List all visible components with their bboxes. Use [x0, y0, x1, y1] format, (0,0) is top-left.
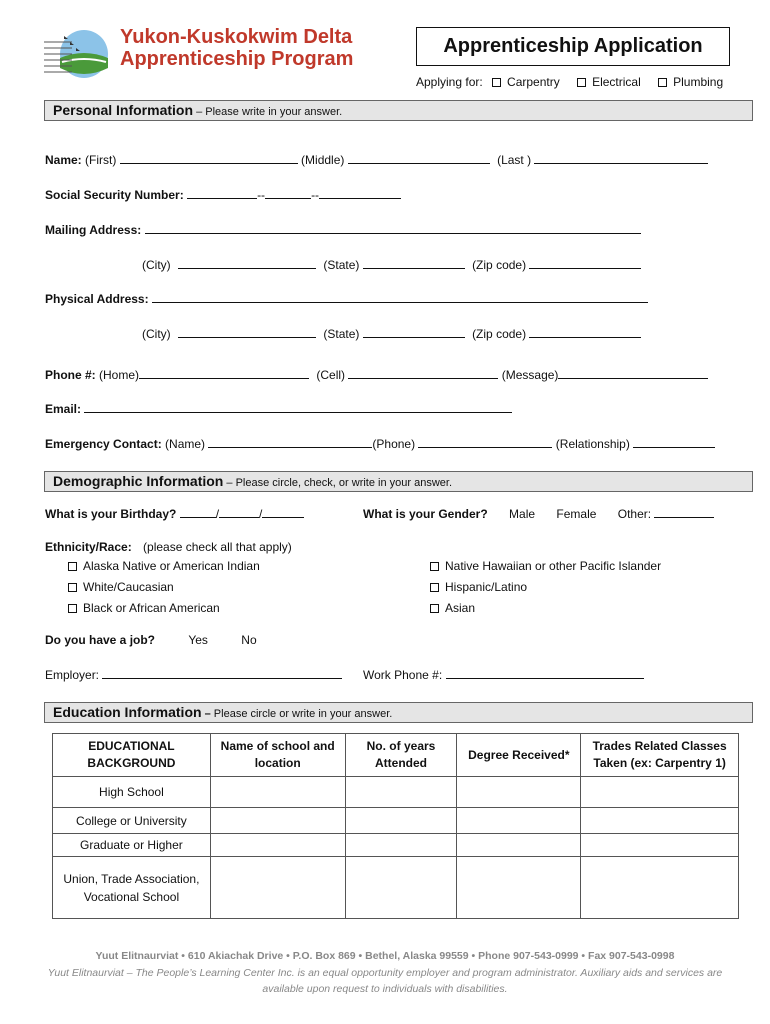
birthday-year-field[interactable]	[262, 506, 304, 518]
row-label-graduate: Graduate or Higher	[53, 834, 211, 857]
ethnicity-label: Ethnicity/Race:	[45, 540, 132, 554]
mailing-city-label: (City)	[142, 258, 171, 272]
column-header-degree-received: Degree Received*	[457, 734, 581, 777]
gender-row	[363, 506, 714, 521]
table-cell[interactable]	[581, 777, 739, 808]
work-phone-label: Work Phone #:	[363, 668, 443, 682]
program-logo	[42, 28, 114, 80]
ssn-separator-2: --	[311, 188, 320, 202]
column-header-trades-classes: Trades Related Classes Taken (ex: Carpentry 1)	[581, 734, 739, 777]
alaska-native-label: Alaska Native or American Indian	[83, 559, 260, 573]
emergency-name-field[interactable]	[208, 436, 372, 448]
white-label: White/Caucasian	[83, 580, 174, 594]
table-cell[interactable]	[457, 777, 581, 808]
emergency-contact-label: Emergency Contact:	[45, 437, 162, 451]
physical-address-label: Physical Address:	[45, 292, 149, 306]
table-cell[interactable]	[210, 857, 345, 919]
middle-name-label: (Middle)	[301, 153, 345, 167]
education-info-note: Please circle or write in your answer.	[213, 708, 393, 720]
phone-label: Phone #:	[45, 368, 96, 382]
birthday-label: What is your Birthday?	[45, 507, 177, 521]
row-label-union-trade: Union, Trade Association, Vocational School	[53, 857, 211, 919]
hispanic-checkbox[interactable]	[430, 583, 439, 592]
table-cell[interactable]	[581, 808, 739, 834]
message-phone-field[interactable]	[558, 367, 708, 379]
ethnicity-option-hispanic[interactable]	[430, 580, 527, 594]
table-cell[interactable]	[345, 857, 457, 919]
emergency-phone-field[interactable]	[418, 436, 552, 448]
name-label: Name:	[45, 153, 82, 167]
row-label-college: College or University	[53, 808, 211, 834]
physical-state-field[interactable]	[363, 326, 465, 338]
mailing-state-label: (State)	[323, 258, 360, 272]
job-row	[45, 633, 257, 647]
education-table-header	[53, 734, 739, 777]
carpentry-checkbox[interactable]	[492, 78, 501, 87]
column-header-educational-background: EDUCATIONAL BACKGROUND	[53, 734, 211, 777]
mailing-city-field[interactable]	[178, 257, 316, 269]
ssn-part2-field[interactable]	[265, 187, 311, 199]
education-info-dash: –	[201, 708, 214, 720]
physical-city-label: (City)	[142, 327, 171, 341]
table-cell[interactable]	[210, 777, 345, 808]
physical-address-field[interactable]	[152, 291, 648, 303]
personal-info-heading: Personal Information	[53, 102, 194, 118]
org-name-line1: Yukon-Kuskokwim Delta	[120, 26, 353, 48]
hispanic-label: Hispanic/Latino	[445, 580, 528, 594]
mailing-zip-field[interactable]	[529, 257, 641, 269]
cell-phone-field[interactable]	[348, 367, 498, 379]
job-no-option[interactable]: No	[241, 633, 257, 647]
table-cell[interactable]	[210, 808, 345, 834]
mailing-zip-label: (Zip code)	[472, 258, 527, 272]
footer-address: Yuut Elitnaurviat • 610 Akiachak Drive • P.O. Box 869 • Bethel, Alaska 99559 • Phone 907-543-0999 • Fax 907-543-0998	[95, 950, 675, 962]
ethnicity-option-native-hawaiian[interactable]	[430, 559, 661, 573]
employer-row	[45, 667, 342, 682]
ssn-separator-1: --	[257, 188, 266, 202]
email-row	[45, 401, 512, 416]
column-header-school-name: Name of school and location	[210, 734, 345, 777]
message-phone-label: (Message)	[501, 368, 559, 382]
emergency-contact-row	[45, 436, 715, 451]
work-phone-field[interactable]	[446, 667, 644, 679]
gender-male-option[interactable]: Male	[509, 507, 536, 521]
table-cell[interactable]	[457, 857, 581, 919]
demographic-info-note: – Please circle, check, or write in your answer.	[223, 477, 453, 489]
black-label: Black or African American	[83, 601, 220, 615]
applying-for-row	[416, 75, 723, 89]
physical-city-row	[142, 326, 641, 341]
personal-info-note: – Please write in your answer.	[193, 106, 343, 118]
ssn-label: Social Security Number:	[45, 188, 184, 202]
mailing-address-label: Mailing Address:	[45, 223, 142, 237]
home-phone-field[interactable]	[139, 367, 309, 379]
work-phone-row	[363, 667, 644, 682]
white-checkbox[interactable]	[68, 583, 77, 592]
carpentry-label: Carpentry	[507, 75, 560, 89]
asian-checkbox[interactable]	[430, 604, 439, 613]
email-field[interactable]	[84, 401, 512, 413]
name-row	[45, 152, 708, 167]
table-cell[interactable]	[581, 834, 739, 857]
alaska-native-checkbox[interactable]	[68, 562, 77, 571]
mailing-address-field[interactable]	[145, 222, 641, 234]
table-cell[interactable]	[345, 834, 457, 857]
first-name-field[interactable]	[120, 152, 298, 164]
physical-address-row	[45, 291, 648, 306]
form-title: Apprenticeship Application	[416, 27, 730, 66]
org-name-line2: Apprenticeship Program	[120, 48, 354, 70]
physical-zip-field[interactable]	[529, 326, 641, 338]
ethnicity-note: (please check all that apply)	[143, 540, 292, 554]
table-cell[interactable]	[457, 834, 581, 857]
relationship-field[interactable]	[633, 436, 715, 448]
ssn-part3-field[interactable]	[319, 187, 401, 199]
gender-female-option[interactable]: Female	[556, 507, 597, 521]
table-row	[53, 808, 739, 834]
asian-label: Asian	[445, 601, 476, 615]
relationship-label: (Relationship)	[555, 437, 630, 451]
ethnicity-option-alaska-native[interactable]	[68, 559, 260, 573]
demographic-info-header	[44, 471, 753, 492]
plumbing-label: Plumbing	[673, 75, 724, 89]
mailing-city-row	[142, 257, 641, 272]
employer-field[interactable]	[102, 667, 342, 679]
demographic-info-heading: Demographic Information	[53, 473, 224, 489]
gender-label: What is your Gender?	[363, 507, 488, 521]
footer-notice: Yuut Elitnaurviat – The People’s Learning Center Inc. is an equal opportunity employer and program administrator. Auxiliary aids and services are available upon request to individuals with disabilities.	[47, 967, 723, 995]
ssn-row	[45, 187, 401, 202]
table-cell[interactable]	[581, 857, 739, 919]
ethnicity-option-white[interactable]	[68, 580, 174, 594]
mailing-state-field[interactable]	[363, 257, 465, 269]
education-info-heading: Education Information	[53, 704, 202, 720]
applying-for-label: Applying for:	[416, 75, 483, 89]
gender-other-field[interactable]	[654, 506, 714, 518]
personal-info-header	[44, 100, 753, 121]
education-table	[52, 733, 739, 919]
table-cell[interactable]	[210, 834, 345, 857]
cell-phone-label: (Cell)	[316, 368, 346, 382]
black-checkbox[interactable]	[68, 604, 77, 613]
education-info-header	[44, 702, 753, 723]
ethnicity-heading-row	[45, 540, 292, 554]
electrical-label: Electrical	[592, 75, 641, 89]
birthday-month-field[interactable]	[180, 506, 216, 518]
emergency-name-label: (Name)	[165, 437, 206, 451]
job-yes-option[interactable]: Yes	[188, 633, 208, 647]
table-cell[interactable]	[345, 808, 457, 834]
ethnicity-option-black[interactable]	[68, 601, 220, 615]
birthday-row: What is your Birthday? / /	[45, 506, 304, 521]
first-name-label: (First)	[85, 153, 117, 167]
employer-label: Employer:	[45, 668, 100, 682]
electrical-checkbox[interactable]	[577, 78, 586, 87]
emergency-phone-label: (Phone)	[372, 437, 416, 451]
gender-other-option[interactable]: Other:	[617, 507, 652, 521]
row-label-high-school: High School	[53, 777, 211, 808]
table-cell[interactable]	[457, 808, 581, 834]
last-name-field[interactable]	[534, 152, 708, 164]
ssn-part1-field[interactable]	[187, 187, 257, 199]
job-label: Do you have a job?	[45, 633, 156, 647]
last-name-label: (Last )	[497, 153, 532, 167]
plumbing-checkbox[interactable]	[658, 78, 667, 87]
native-hawaiian-label: Native Hawaiian or other Pacific Islander	[445, 559, 662, 573]
ethnicity-option-asian[interactable]	[430, 601, 475, 615]
physical-city-field[interactable]	[178, 326, 316, 338]
column-header-years-attended: No. of years Attended	[345, 734, 457, 777]
middle-name-field[interactable]	[348, 152, 490, 164]
table-row	[53, 834, 739, 857]
physical-state-label: (State)	[323, 327, 360, 341]
home-phone-label: (Home)	[99, 368, 140, 382]
table-cell[interactable]	[345, 777, 457, 808]
physical-zip-label: (Zip code)	[472, 327, 527, 341]
mailing-address-row	[45, 222, 641, 237]
table-row	[53, 857, 739, 919]
phone-row	[45, 367, 708, 382]
table-row	[53, 777, 739, 808]
native-hawaiian-checkbox[interactable]	[430, 562, 439, 571]
birthday-day-field[interactable]	[219, 506, 259, 518]
email-label: Email:	[45, 402, 82, 416]
